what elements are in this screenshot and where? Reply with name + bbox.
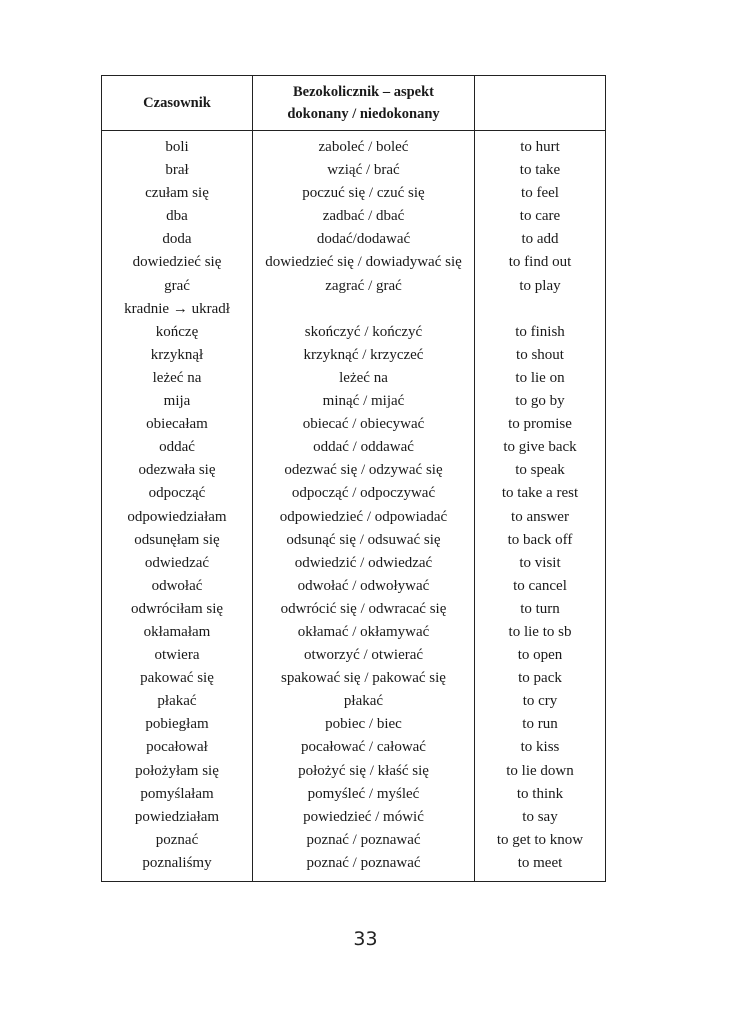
verb-cell: brał	[165, 162, 189, 179]
verb-cell: okłamałam	[143, 623, 211, 640]
verb-cell: odpowiedziałam	[127, 508, 227, 525]
infinitive-cell: otworzyć / otwierać	[303, 647, 424, 664]
infinitive-cell: poznać / poznawać	[306, 831, 421, 848]
header-infinitive-line1: Bezokolicznik – aspekt	[293, 84, 434, 100]
infinitive-cell: obiecać / obiecywać	[302, 416, 425, 433]
infinitive-cell: krzyknąć / krzyczeć	[303, 346, 424, 363]
infinitive-cell: położyć się / kłaść się	[298, 762, 429, 779]
infinitive-cell: dowiedzieć się / dowiadywać się	[265, 254, 462, 271]
table-header-row	[102, 76, 606, 131]
translation-cell: to lie on	[515, 369, 565, 386]
header-translation	[475, 76, 606, 131]
verb-cell: dba	[166, 208, 188, 225]
translation-cell: to finish	[515, 323, 565, 340]
translation-cell: to shout	[516, 346, 564, 363]
verb-cell: pakować się	[140, 670, 214, 687]
verb-cell: kończę	[155, 323, 199, 340]
verb-cell: odwołać	[151, 577, 203, 594]
translation-cell: to visit	[519, 554, 561, 571]
infinitive-cell: zagrać / grać	[325, 277, 402, 294]
translation-cell: to answer	[511, 508, 569, 525]
infinitive-column	[253, 131, 475, 882]
infinitive-cell: poczuć się / czuć się	[302, 185, 425, 202]
vocabulary-table	[101, 75, 606, 882]
verb-cell: obiecałam	[146, 416, 208, 433]
infinitive-cell: wziąć / brać	[327, 162, 400, 179]
infinitive-cell: dodać/dodawać	[316, 231, 411, 248]
infinitive-cell: spakować się / pakować się	[281, 670, 446, 687]
translation-cell: to hurt	[520, 139, 560, 155]
translation-cell: to take	[519, 162, 561, 179]
verb-cell: krzyknął	[150, 346, 204, 363]
verb-cell: doda	[162, 231, 192, 248]
verb-cell: dowiedzieć się	[132, 254, 222, 271]
verb-cell: pomyślałam	[140, 785, 214, 802]
verb-cell: odsunęłam się	[134, 531, 220, 548]
verb-cell: pocałował	[146, 739, 208, 756]
verb-cell: poznać	[155, 831, 199, 848]
translation-cell: to play	[519, 277, 561, 294]
infinitive-cell: powiedzieć / mówić	[303, 808, 424, 825]
verb-cell: odpocząć	[148, 485, 206, 502]
verb-cell: mija	[163, 393, 191, 410]
translation-cell: to give back	[503, 439, 577, 456]
infinitive-cell: odsunąć się / odsuwać się	[286, 531, 441, 548]
infinitive-cell	[253, 298, 474, 321]
translation-cell: to think	[516, 785, 564, 802]
header-infinitive-line2: dokonany / niedokonany	[287, 106, 440, 122]
infinitive-cell: zaboleć / boleć	[318, 139, 409, 155]
translation-cell: to lie to sb	[508, 623, 572, 640]
verb-cell: boli	[165, 139, 189, 155]
infinitive-cell: pobiec / biec	[325, 716, 402, 733]
translation-cell: to promise	[508, 416, 572, 433]
verb-cell: poznaliśmy	[142, 854, 212, 871]
header-infinitive-aspect	[253, 76, 475, 131]
infinitive-cell: okłamać / okłamywać	[297, 623, 430, 640]
translation-cell: to add	[521, 231, 559, 248]
verb-cell: kradnie → ukradł	[124, 300, 230, 317]
verb-cell: płakać	[157, 693, 197, 710]
header-verb	[102, 76, 253, 131]
infinitive-cell: skończyć / kończyć	[304, 323, 423, 340]
infinitive-cell: płakać	[343, 693, 384, 710]
translation-cell: to cry	[522, 693, 558, 710]
verb-cell: grać	[164, 277, 190, 294]
verb-column	[102, 131, 253, 882]
infinitive-cell: odezwać się / odzywać się	[284, 462, 443, 479]
translation-cell: to speak	[515, 462, 565, 479]
translation-cell: to meet	[517, 854, 563, 871]
infinitive-cell: odwrócić się / odwracać się	[280, 600, 447, 617]
translation-cell: to care	[519, 208, 561, 225]
verb-cell: odwróciłam się	[130, 600, 224, 617]
translation-cell: to cancel	[513, 577, 567, 594]
infinitive-cell: zadbać / dbać	[322, 208, 405, 225]
infinitive-cell: odpowiedzieć / odpowiadać	[279, 508, 448, 525]
infinitive-cell: minąć / mijać	[322, 393, 405, 410]
translation-cell: to say	[522, 808, 558, 825]
infinitive-cell: leżeć na	[339, 369, 388, 386]
page-number: 33	[353, 928, 378, 950]
verb-cell: pobiegłam	[145, 716, 209, 733]
verb-cell: odwiedzać	[144, 554, 210, 571]
infinitive-cell: oddać / oddawać	[313, 439, 414, 456]
translation-cell: to go by	[515, 393, 565, 410]
translation-cell: to lie down	[506, 762, 574, 779]
infinitive-cell: odpocząć / odpoczywać	[291, 485, 436, 502]
translation-cell: to turn	[520, 600, 560, 617]
verb-cell: czułam się	[145, 185, 209, 202]
translation-cell: to feel	[521, 185, 559, 202]
translation-cell: to find out	[508, 254, 572, 271]
translation-cell: to run	[522, 716, 558, 733]
verb-cell: otwiera	[154, 647, 200, 664]
translation-cell: to take a rest	[501, 485, 579, 502]
infinitive-cell: pomyśleć / myśleć	[307, 785, 420, 802]
table-body-row	[102, 131, 606, 882]
verb-cell: leżeć na	[152, 369, 202, 386]
translation-cell: to back off	[507, 531, 573, 548]
translation-cell: to get to know	[496, 831, 584, 848]
infinitive-cell: pocałować / całować	[301, 739, 426, 756]
translation-column	[475, 131, 606, 882]
verb-cell: oddać	[159, 439, 195, 456]
verb-cell: odezwała się	[138, 462, 216, 479]
translation-cell: to open	[517, 647, 563, 664]
verb-cell: powiedziałam	[134, 808, 220, 825]
translation-cell: to pack	[518, 670, 562, 687]
translation-cell	[475, 298, 605, 321]
infinitive-cell: poznać / poznawać	[306, 854, 421, 871]
infinitive-cell: odwiedzić / odwiedzać	[294, 554, 433, 571]
header-verb-label: Czasownik	[143, 95, 211, 111]
infinitive-cell: odwołać / odwoływać	[297, 577, 430, 594]
translation-cell: to kiss	[520, 739, 560, 756]
verb-cell: położyłam się	[135, 762, 219, 779]
